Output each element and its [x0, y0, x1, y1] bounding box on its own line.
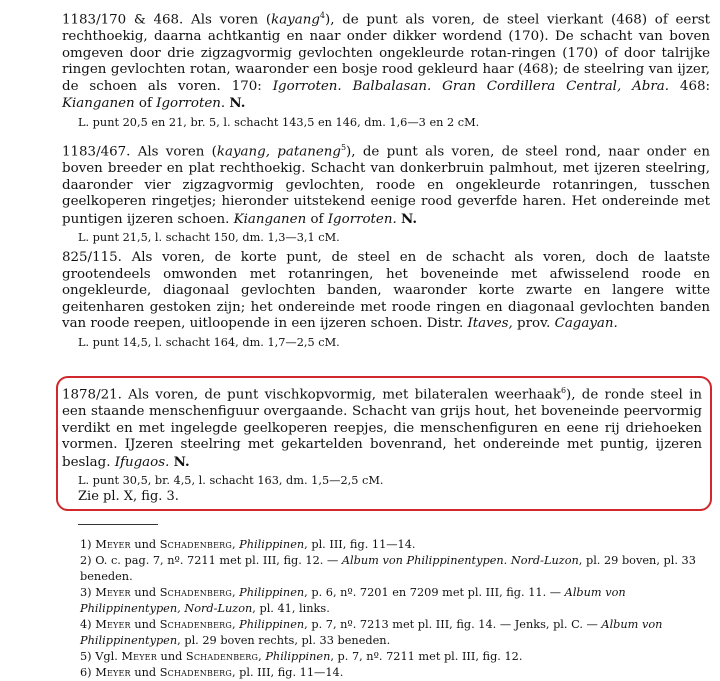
- footnote-5: 5) Vgl. Meyer und Schadenberg, Philippinen, p. 7, nº. 7211 met pl. III, fig. 12.: [80, 650, 523, 663]
- plate-reference: Zie pl. X, fig. 3.: [78, 489, 179, 505]
- footnote-6: 6) Meyer und Schadenberg, pl. III, fig. 11—14.: [80, 666, 344, 679]
- catalog-entry-1183-467: [62, 140, 710, 245]
- footnote-4: 4) Meyer und Schadenberg, Philippinen, p. 7, nº. 7213 met pl. III, fig. 14. — Jenks, pl. C. — Album von Philippinentypen, pl. 29 boven rechts, pl. 33 beneden.: [80, 618, 663, 647]
- entry-description: 1878/21. Als voren, de punt vischkopvormig, met bilateralen weerhaak$^6$), de ronde steel in een staande menschenfiguur overgaande. Schacht van grijs hout, het boveneinde peervormig verdikt en met ingelegde geelkoperen reepjes, die menschenfiguren en eene rij driehoeken vormen. IJzeren steelring met gekartelden bovenrand, het ondereinde met puntig, ijzeren beslag. Ifugaos. N.: [62, 386, 702, 470]
- entry-measurements: L. punt 30,5, br. 4,5, l. schacht 163, dm. 1,5—2,5 cM.: [78, 474, 384, 488]
- footnote-divider: [78, 524, 158, 525]
- entry-description: 1183/170 & 468. Als voren (kayang$^4$), de punt als voren, de steel vierkant (468) of eerst rechthoekig, daarna achtkantig en naar onder dikker wordend (170). De schacht van boven omgeven door drie zigzagvormig gevlochten ongekleurde rotan-ringen (170) of door talrijke ringen gevlochten rotan, waaronder een bosje rood gekleurd haar (468); de steelring van ijzer, de schoen als voren. 170: Igorroten. Balbalasan. Gran Cordillera Central, Abra. 468: Kianganen of Igorroten. N.: [62, 11, 710, 112]
- footnote-3: 3) Meyer und Schadenberg, Philippinen, p. 6, nº. 7201 en 7209 met pl. III, fig. 11. — Album von Philippinentypen, Nord-Luzon, pl. 41, links.: [80, 586, 626, 615]
- entry-description: 1183/467. Als voren (kayang, pataneng$^5$), de punt als voren, de steel rond, naar onder en boven breeder en plat rechthoekig. Schacht van donkerbruin palmhout, met ijzeren steelring, daaronder vier zigzagvormig gevlochten, roode en ongekleurde rotanringen, tusschen geelkoperen ringetjes; hieronder uitstekend eenige rood geverfde haren. Het ondereinde met puntigen ijzeren schoen. Kianganen of Igorroten. N.: [62, 143, 710, 227]
- footnote-1: 1) Meyer und Schadenberg, Philippinen, pl. III, fig. 11—14.: [80, 538, 416, 551]
- entry-measurements: L. punt 21,5, l. schacht 150, dm. 1,3—3,1 cM.: [78, 231, 340, 245]
- footnotes: [62, 537, 712, 681]
- catalog-entry-1183-170: [62, 8, 710, 130]
- footnote-2: 2) O. c. pag. 7, nº. 7211 met pl. III, fig. 12. — Album von Philippinentypen. Nord-Luzon, pl. 29 boven, pl. 33 beneden.: [80, 554, 696, 583]
- entry-measurements: L. punt 20,5 en 21, br. 5, l. schacht 143,5 en 146, dm. 1,6—3 en 2 cM.: [78, 116, 480, 130]
- catalog-entry-1878-21: [62, 383, 702, 505]
- entry-description: 825/115. Als voren, de korte punt, de steel en de schacht als voren, doch de laatste grootendeels omwonden met rotanringen, het boveneinde met afwisselend roode en ongekleurde, diagonaal gevlochten banden, waaronder korte zwarte en langere witte geitenharen gestoken zijn; het ondereinde met roode ringen en diagonaal gevlochten banden van roode reepen, uitloopende in een ijzeren schoen. Distr. Itaves, prov. Cagayan.: [62, 250, 710, 332]
- entry-measurements: L. punt 14,5, l. schacht 164, dm. 1,7—2,5 cM.: [78, 335, 340, 349]
- catalog-entry-825-115: [62, 250, 710, 350]
